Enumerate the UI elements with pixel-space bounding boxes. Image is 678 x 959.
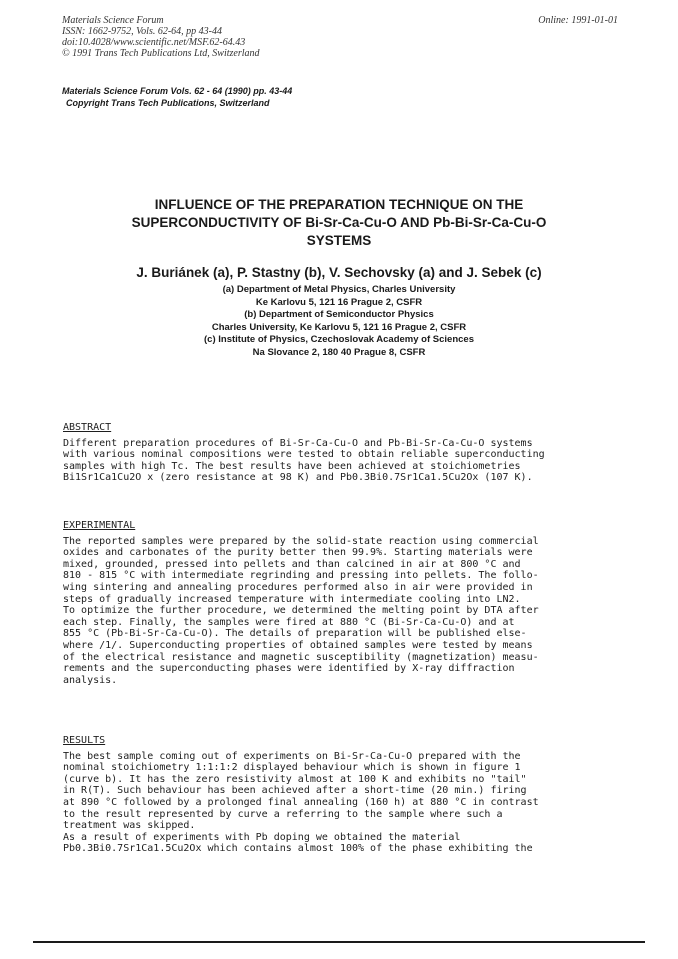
body-line: As a result of experiments with Pb doping we obtained the material bbox=[63, 831, 461, 843]
citation-line: ISSN: 1662-9752, Vols. 62-64, pp 43-44 bbox=[62, 26, 222, 37]
citation-line: Materials Science Forum bbox=[62, 15, 164, 26]
body-line: where /1/. Superconducting properties of obtained samples were tested by means bbox=[63, 639, 533, 651]
body-line: Bi1Sr1Ca1Cu2O x (zero resistance at 98 K) and Pb0.3Bi0.7Sr1Ca1.5Cu2Ox (107 K). bbox=[63, 472, 533, 484]
body-line: The best sample coming out of experiments on Bi-Sr-Ca-Cu-O prepared with the bbox=[63, 750, 521, 762]
body-line: rements and the superconducting phases were identified by X-ray diffraction bbox=[63, 663, 515, 675]
affiliations bbox=[40, 284, 638, 360]
body-line: wing sintering and annealing procedures performed also in air were provided in bbox=[63, 581, 533, 593]
body-line: steps of gradually increased temperature with intermediate cooling into LN2. bbox=[63, 593, 521, 605]
body-line: oxides and carbonates of the purity better then 99.9%. Starting materials were bbox=[63, 547, 533, 559]
experimental-section bbox=[63, 520, 539, 686]
body-line: analysis. bbox=[63, 674, 118, 686]
body-line: 855 °C (Pb-Bi-Sr-Ca-Cu-O). The details of preparation will be published else- bbox=[63, 628, 527, 640]
abstract-section bbox=[63, 422, 545, 484]
section-heading-abstract: ABSTRACT bbox=[63, 422, 112, 433]
citation-block bbox=[62, 15, 260, 59]
body-line: mixed, grounded, pressed into pellets and than calcined in air at 800 °C and bbox=[63, 558, 521, 570]
body-line: 810 - 815 °C with intermediate regrinding and pressing into pellets. The follo- bbox=[63, 570, 539, 582]
body-line: Pb0.3Bi0.7Sr1Ca1.5Cu2Ox which contains almost 100% of the phase exhibiting the bbox=[63, 843, 533, 855]
affiliation-line: (c) Institute of Physics, Czechoslovak Academy of Sciences bbox=[204, 334, 474, 346]
page-bottom-rule bbox=[33, 941, 645, 943]
body-line: The reported samples were prepared by the solid-state reaction using commercial bbox=[63, 535, 539, 547]
body-line: to the result represented by curve a referring to the sample where such a bbox=[63, 808, 503, 820]
affiliation-line: (b) Department of Semiconductor Physics bbox=[244, 309, 434, 321]
online-date: Online: 1991-01-01 bbox=[538, 15, 618, 26]
body-line: at 890 °C followed by a prolonged final annealing (160 h) at 880 °C in contrast bbox=[63, 796, 539, 808]
journal-copyright: Copyright Trans Tech Publications, Switzerland bbox=[66, 98, 270, 108]
journal-info bbox=[62, 85, 292, 109]
journal-volume: Materials Science Forum Vols. 62 - 64 (1990) pp. 43-44 bbox=[62, 86, 293, 96]
body-line: of the electrical resistance and magnetic susceptibility (magnetization) measu- bbox=[63, 651, 539, 663]
affiliation-line: Charles University, Ke Karlovu 5, 121 16 Prague 2, CSFR bbox=[211, 321, 467, 333]
title-line: SYSTEMS bbox=[306, 233, 372, 248]
affiliation-line: Ke Karlovu 5, 121 16 Prague 2, CSFR bbox=[255, 296, 423, 308]
citation-line: doi:10.4028/www.scientific.net/MSF.62-64.43 bbox=[62, 37, 246, 48]
body-line: (curve b). It has the zero resistivity almost at 100 K and exhibits no "tail" bbox=[63, 773, 527, 785]
body-line: samples with high Tc. The best results have been achieved at stoichiometries bbox=[63, 460, 521, 472]
body-line: in R(T). Such behaviour has been achieved after a short-time (20 min.) firing bbox=[63, 785, 527, 797]
results-section bbox=[63, 735, 539, 855]
body-line: with various nominal compositions were tested to obtain reliable superconducting bbox=[63, 449, 545, 461]
body-line: Different preparation procedures of Bi-Sr-Ca-Cu-O and Pb-Bi-Sr-Ca-Cu-O systems bbox=[63, 437, 533, 449]
body-line: treatment was skipped. bbox=[63, 820, 196, 832]
paper-title bbox=[40, 196, 638, 250]
title-line: SUPERCONDUCTIVITY OF Bi-Sr-Ca-Cu-O AND Pb-Bi-Sr-Ca-Cu-O bbox=[131, 215, 547, 230]
title-line: INFLUENCE OF THE PREPARATION TECHNIQUE ON THE bbox=[154, 197, 524, 212]
affiliation-line: Na Slovance 2, 180 40 Prague 8, CSFR bbox=[252, 346, 426, 358]
affiliation-line: (a) Department of Metal Physics, Charles University bbox=[222, 284, 456, 295]
section-heading-results: RESULTS bbox=[63, 735, 106, 746]
section-heading-experimental: EXPERIMENTAL bbox=[63, 520, 136, 531]
citation-line: © 1991 Trans Tech Publications Ltd, Switzerland bbox=[62, 48, 260, 59]
body-line: nominal stoichiometry 1:1:1:2 displayed behaviour which is shown in figure 1 bbox=[63, 762, 521, 774]
author-list: J. Buriánek (a), P. Stastny (b), V. Sechovsky (a) and J. Sebek (c) bbox=[136, 265, 542, 280]
body-line: each step. Finally, the samples were fired at 880 °C (Bi-Sr-Ca-Cu-O) and at bbox=[63, 616, 515, 628]
body-line: To optimize the further procedure, we determined the melting point by DTA after bbox=[63, 605, 539, 617]
